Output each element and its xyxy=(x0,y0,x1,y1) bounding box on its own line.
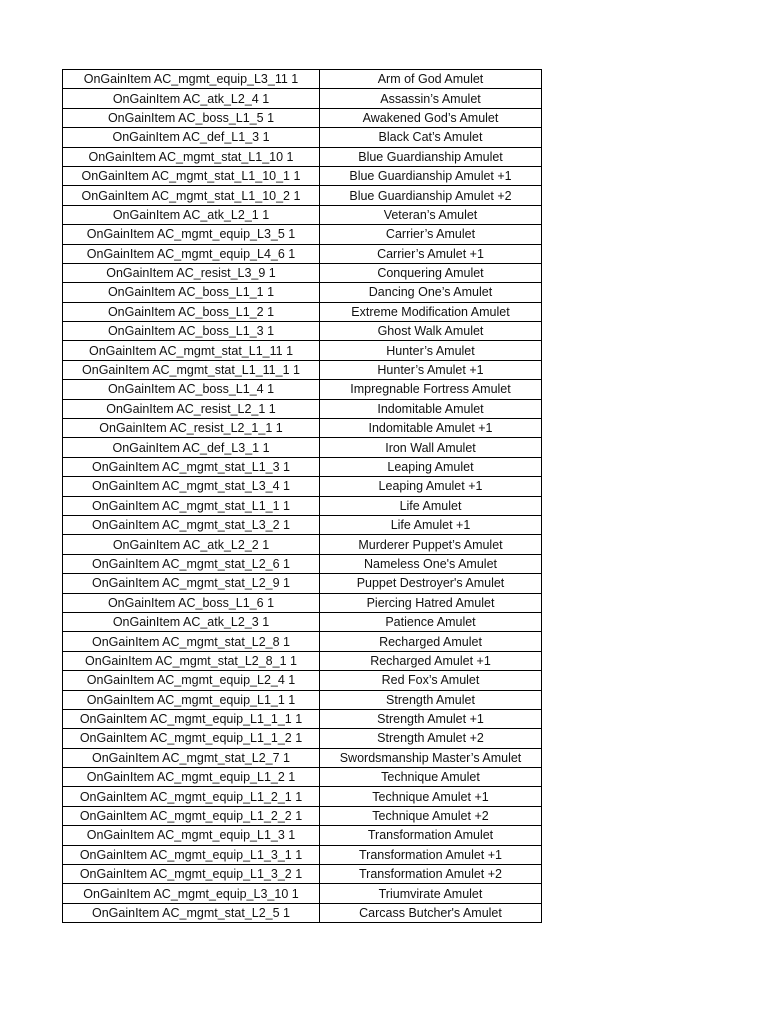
table-row xyxy=(63,302,542,321)
amulet-name-cell: Arm of God Amulet xyxy=(320,70,542,89)
table-row xyxy=(63,574,542,593)
amulet-name-cell: Transformation Amulet xyxy=(320,826,542,845)
amulet-name-cell: Extreme Modification Amulet xyxy=(320,302,542,321)
table-row xyxy=(63,826,542,845)
command-cell: OnGainItem AC_mgmt_equip_L1_2_1 1 xyxy=(63,787,320,806)
amulet-name-cell: Strength Amulet +2 xyxy=(320,729,542,748)
command-cell: OnGainItem AC_mgmt_equip_L1_3_1 1 xyxy=(63,845,320,864)
command-cell: OnGainItem AC_mgmt_stat_L2_9 1 xyxy=(63,574,320,593)
command-cell: OnGainItem AC_mgmt_equip_L1_2_2 1 xyxy=(63,806,320,825)
command-cell: OnGainItem AC_def_L1_3 1 xyxy=(63,128,320,147)
table-row xyxy=(63,671,542,690)
command-cell: OnGainItem AC_mgmt_stat_L2_8_1 1 xyxy=(63,651,320,670)
command-cell: OnGainItem AC_mgmt_stat_L1_3 1 xyxy=(63,457,320,476)
table-row xyxy=(63,283,542,302)
amulet-name-cell: Transformation Amulet +2 xyxy=(320,865,542,884)
command-cell: OnGainItem AC_boss_L1_2 1 xyxy=(63,302,320,321)
amulet-name-cell: Transformation Amulet +1 xyxy=(320,845,542,864)
table-row xyxy=(63,360,542,379)
table-row xyxy=(63,884,542,903)
command-cell: OnGainItem AC_mgmt_stat_L2_6 1 xyxy=(63,554,320,573)
amulet-name-cell: Awakened God’s Amulet xyxy=(320,108,542,127)
table-row xyxy=(63,806,542,825)
amulet-command-table xyxy=(62,69,542,923)
command-cell: OnGainItem AC_mgmt_stat_L3_4 1 xyxy=(63,477,320,496)
amulet-name-cell: Patience Amulet xyxy=(320,612,542,631)
amulet-name-cell: Life Amulet +1 xyxy=(320,515,542,534)
amulet-name-cell: Puppet Destroyer's Amulet xyxy=(320,574,542,593)
amulet-name-cell: Triumvirate Amulet xyxy=(320,884,542,903)
command-cell: OnGainItem AC_mgmt_stat_L2_5 1 xyxy=(63,903,320,922)
amulet-name-cell: Technique Amulet +1 xyxy=(320,787,542,806)
command-cell: OnGainItem AC_boss_L1_3 1 xyxy=(63,322,320,341)
command-cell: OnGainItem AC_boss_L1_1 1 xyxy=(63,283,320,302)
table-row xyxy=(63,729,542,748)
table-row xyxy=(63,70,542,89)
amulet-name-cell: Strength Amulet +1 xyxy=(320,709,542,728)
amulet-name-cell: Murderer Puppet’s Amulet xyxy=(320,535,542,554)
table-row xyxy=(63,903,542,922)
amulet-name-cell: Leaping Amulet xyxy=(320,457,542,476)
table-row xyxy=(63,845,542,864)
amulet-name-cell: Hunter’s Amulet +1 xyxy=(320,360,542,379)
amulet-name-cell: Veteran’s Amulet xyxy=(320,205,542,224)
command-cell: OnGainItem AC_mgmt_stat_L2_7 1 xyxy=(63,748,320,767)
table-row xyxy=(63,89,542,108)
command-cell: OnGainItem AC_mgmt_stat_L1_10_2 1 xyxy=(63,186,320,205)
table-row xyxy=(63,457,542,476)
command-cell: OnGainItem AC_mgmt_equip_L3_11 1 xyxy=(63,70,320,89)
table-row xyxy=(63,496,542,515)
amulet-name-cell: Piercing Hatred Amulet xyxy=(320,593,542,612)
command-cell: OnGainItem AC_mgmt_equip_L2_4 1 xyxy=(63,671,320,690)
command-cell: OnGainItem AC_atk_L2_2 1 xyxy=(63,535,320,554)
command-cell: OnGainItem AC_mgmt_stat_L1_1 1 xyxy=(63,496,320,515)
amulet-name-cell: Red Fox’s Amulet xyxy=(320,671,542,690)
amulet-name-cell: Carrier’s Amulet +1 xyxy=(320,244,542,263)
table-row xyxy=(63,263,542,282)
table-body xyxy=(63,70,542,923)
table-row xyxy=(63,709,542,728)
amulet-name-cell: Recharged Amulet +1 xyxy=(320,651,542,670)
amulet-name-cell: Swordsmanship Master’s Amulet xyxy=(320,748,542,767)
amulet-name-cell: Iron Wall Amulet xyxy=(320,438,542,457)
amulet-name-cell: Conquering Amulet xyxy=(320,263,542,282)
table-row xyxy=(63,128,542,147)
command-cell: OnGainItem AC_mgmt_stat_L2_8 1 xyxy=(63,632,320,651)
amulet-name-cell: Assassin’s Amulet xyxy=(320,89,542,108)
table-row xyxy=(63,341,542,360)
table-row xyxy=(63,477,542,496)
command-cell: OnGainItem AC_mgmt_equip_L3_10 1 xyxy=(63,884,320,903)
amulet-name-cell: Black Cat’s Amulet xyxy=(320,128,542,147)
command-cell: OnGainItem AC_resist_L3_9 1 xyxy=(63,263,320,282)
command-cell: OnGainItem AC_boss_L1_4 1 xyxy=(63,380,320,399)
command-cell: OnGainItem AC_def_L3_1 1 xyxy=(63,438,320,457)
amulet-name-cell: Impregnable Fortress Amulet xyxy=(320,380,542,399)
command-cell: OnGainItem AC_mgmt_stat_L3_2 1 xyxy=(63,515,320,534)
command-cell: OnGainItem AC_mgmt_equip_L1_1_1 1 xyxy=(63,709,320,728)
command-cell: OnGainItem AC_boss_L1_6 1 xyxy=(63,593,320,612)
table-row xyxy=(63,147,542,166)
table-row xyxy=(63,612,542,631)
table-row xyxy=(63,380,542,399)
amulet-name-cell: Hunter’s Amulet xyxy=(320,341,542,360)
amulet-name-cell: Ghost Walk Amulet xyxy=(320,322,542,341)
amulet-name-cell: Technique Amulet xyxy=(320,768,542,787)
table-row xyxy=(63,690,542,709)
amulet-name-cell: Dancing One’s Amulet xyxy=(320,283,542,302)
table-row xyxy=(63,108,542,127)
table-row xyxy=(63,632,542,651)
table-row xyxy=(63,322,542,341)
table-row xyxy=(63,244,542,263)
table-row xyxy=(63,166,542,185)
command-cell: OnGainItem AC_boss_L1_5 1 xyxy=(63,108,320,127)
amulet-name-cell: Carcass Butcher's Amulet xyxy=(320,903,542,922)
table-row xyxy=(63,651,542,670)
amulet-name-cell: Leaping Amulet +1 xyxy=(320,477,542,496)
command-cell: OnGainItem AC_atk_L2_3 1 xyxy=(63,612,320,631)
command-cell: OnGainItem AC_mgmt_stat_L1_10 1 xyxy=(63,147,320,166)
table-row xyxy=(63,593,542,612)
amulet-name-cell: Blue Guardianship Amulet xyxy=(320,147,542,166)
command-cell: OnGainItem AC_atk_L2_1 1 xyxy=(63,205,320,224)
command-cell: OnGainItem AC_mgmt_equip_L1_1 1 xyxy=(63,690,320,709)
table-row xyxy=(63,419,542,438)
command-cell: OnGainItem AC_mgmt_equip_L1_3_2 1 xyxy=(63,865,320,884)
command-cell: OnGainItem AC_mgmt_stat_L1_10_1 1 xyxy=(63,166,320,185)
command-cell: OnGainItem AC_mgmt_equip_L4_6 1 xyxy=(63,244,320,263)
command-cell: OnGainItem AC_resist_L2_1_1 1 xyxy=(63,419,320,438)
table-row xyxy=(63,399,542,418)
command-cell: OnGainItem AC_mgmt_equip_L3_5 1 xyxy=(63,225,320,244)
amulet-name-cell: Recharged Amulet xyxy=(320,632,542,651)
amulet-name-cell: Blue Guardianship Amulet +1 xyxy=(320,166,542,185)
table-row xyxy=(63,865,542,884)
command-cell: OnGainItem AC_atk_L2_4 1 xyxy=(63,89,320,108)
amulet-name-cell: Indomitable Amulet xyxy=(320,399,542,418)
table-row xyxy=(63,535,542,554)
amulet-name-cell: Technique Amulet +2 xyxy=(320,806,542,825)
table-row xyxy=(63,787,542,806)
command-cell: OnGainItem AC_mgmt_equip_L1_3 1 xyxy=(63,826,320,845)
table-row xyxy=(63,225,542,244)
amulet-name-cell: Indomitable Amulet +1 xyxy=(320,419,542,438)
command-cell: OnGainItem AC_resist_L2_1 1 xyxy=(63,399,320,418)
table-row xyxy=(63,768,542,787)
command-cell: OnGainItem AC_mgmt_equip_L1_2 1 xyxy=(63,768,320,787)
amulet-name-cell: Strength Amulet xyxy=(320,690,542,709)
command-cell: OnGainItem AC_mgmt_stat_L1_11 1 xyxy=(63,341,320,360)
amulet-name-cell: Blue Guardianship Amulet +2 xyxy=(320,186,542,205)
amulet-name-cell: Life Amulet xyxy=(320,496,542,515)
table-row xyxy=(63,438,542,457)
table-row xyxy=(63,515,542,534)
table-row xyxy=(63,205,542,224)
table-row xyxy=(63,186,542,205)
command-cell: OnGainItem AC_mgmt_equip_L1_1_2 1 xyxy=(63,729,320,748)
amulet-name-cell: Carrier’s Amulet xyxy=(320,225,542,244)
table-row xyxy=(63,748,542,767)
table-row xyxy=(63,554,542,573)
amulet-name-cell: Nameless One's Amulet xyxy=(320,554,542,573)
command-cell: OnGainItem AC_mgmt_stat_L1_11_1 1 xyxy=(63,360,320,379)
